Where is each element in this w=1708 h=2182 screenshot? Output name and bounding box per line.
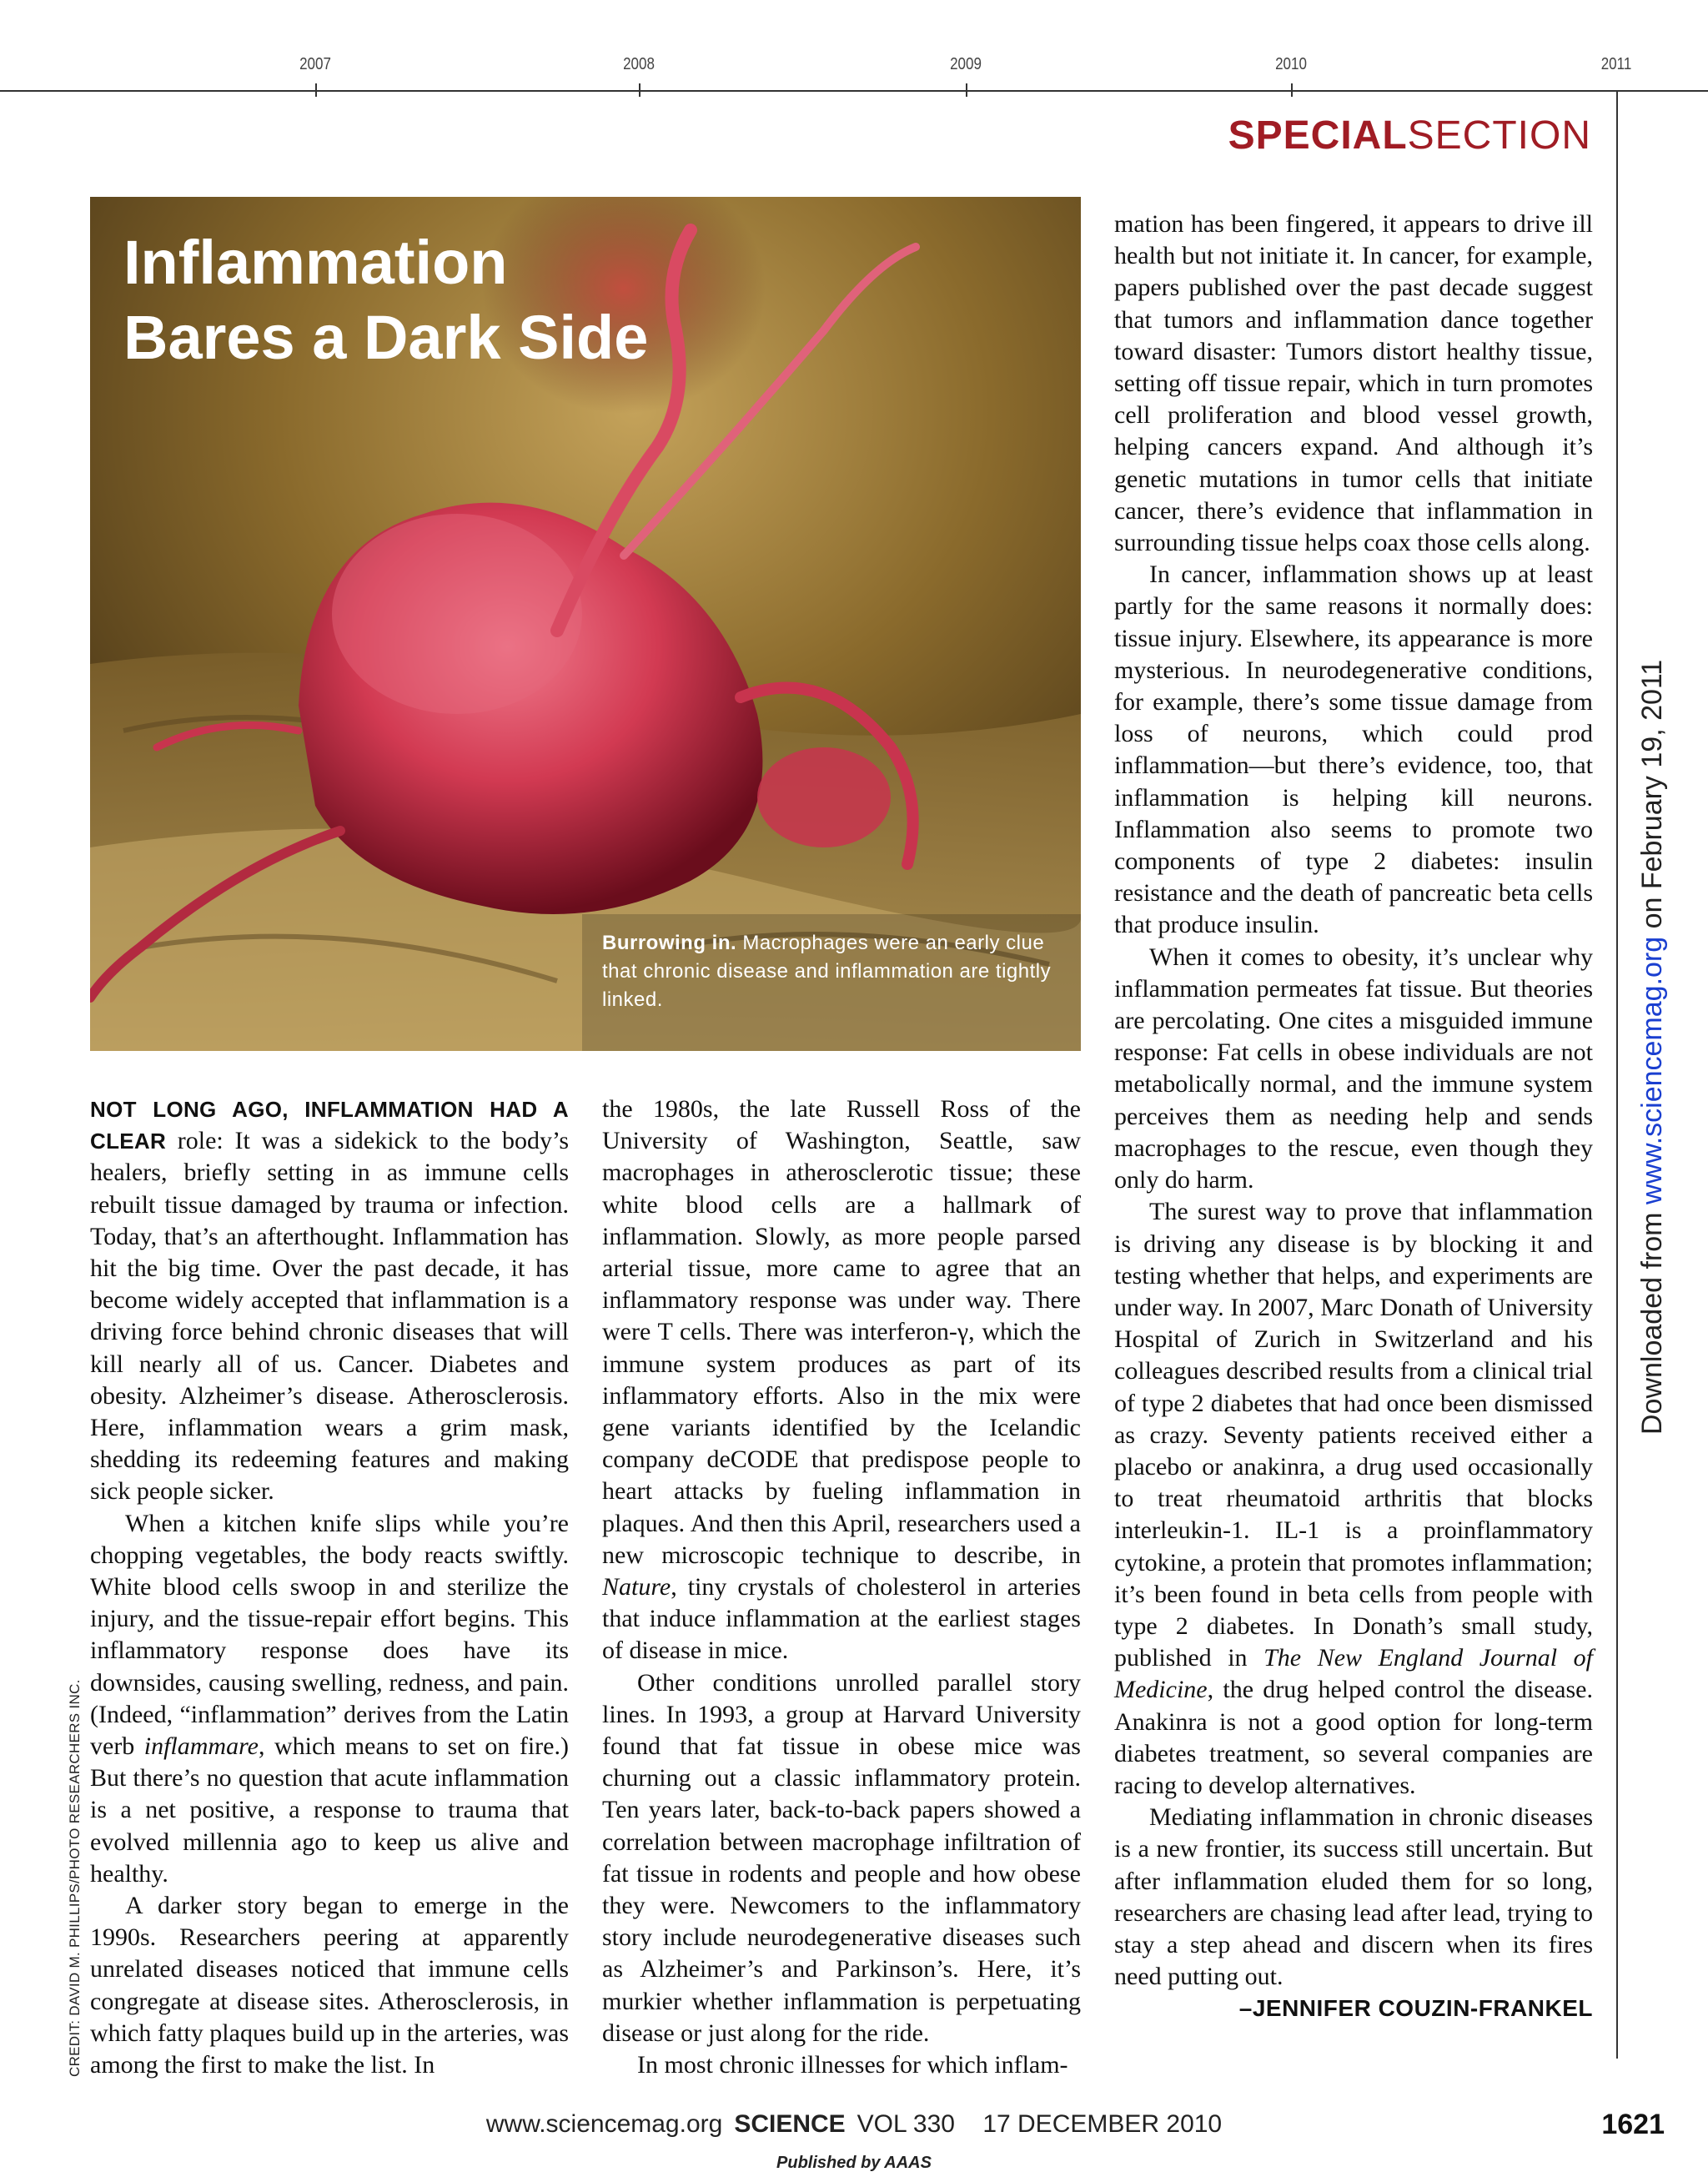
footer-issue: VOL 330 17 DECEMBER 2010 (857, 2110, 1223, 2138)
footer-site[interactable]: www.sciencemag.org (485, 2110, 723, 2138)
paragraph: mation has been fingered, it appears to drive ill health but not initiate it. In cancer, for example, papers published over the past decade suggest that tumors and inflammation dance together toward disaster: Tumors distort healthy tissue, setting off tissue repair, which in turn promotes cell proliferation and blood vessel growth, helping cancers expand. And although it’s genetic mutations in tumor cells that initiate cancer, there’s evidence that inflammation in surrounding tissue helps coax those cells along. (1114, 210, 1593, 557)
timeline-tick (315, 83, 317, 97)
paragraph: Mediating inflammation in chronic diseases is a new frontier, its success still uncertain. But after inflammation eluded them for so long, researchers are chasing lead after lead, trying to stay a step ahead and discern when its fires need putting out. (1114, 1803, 1593, 1991)
timeline-year: 2011 (1600, 55, 1632, 73)
paragraph: A darker story began to emerge in the 1990s. Researchers peering at apparently unrelated diseases noticed that immune cells congregate at disease sites. Atherosclerosis, in which fatty plaques build up in the arteries, was among the first to make the list. In (90, 1892, 570, 2079)
caption-lead: Burrowing in. (602, 932, 737, 954)
page-number: 1621 (1601, 2109, 1665, 2140)
paragraph: When a kitchen knife slips while you’re chopping vegetables, the body reacts swiftly. White blood cells swoop in and sterilize the injury, and the tissue-repair effort begins. This inflammatory response does have its downsides, causing swelling, redness, and pain. (Indeed, “inflammation” derives from the Latin verb inflammare, which means to set on fire.) But there’s no question that acute inflammation is a net positive, a response to trauma that evolved millennia ago to keep us alive and healthy. (90, 1509, 569, 1888)
article-column-1 (90, 1094, 569, 2081)
timeline-year: 2009 (950, 55, 982, 73)
paragraph: In most chronic illnesses for which inflam- (637, 2051, 1068, 2079)
paragraph: NOT LONG AGO, INFLAMMATION HAD A CLEAR role: It was a sidekick to the body’s healers, briefly setting in as immune cells rebuilt tissue damaged by trauma or infection. Today, that’s an afterthought. Inflammation has hit the big time. Over the past decade, it has become widely accepted that inflammation is a driving force behind chronic diseases that will kill nearly all of us. Cancer. Diabetes and obesity. Alzheimer’s disease. Atherosclerosis. Here, inflammation wears a grim mask, shedding its redeeming features and making sick people sicker. (90, 1097, 569, 1506)
page-footer (0, 2110, 1708, 2139)
timeline-tick (639, 83, 640, 97)
paragraph: When it comes to obesity, it’s unclear why inflammation permeates fat tissue. But theories are percolating. One cites a misguided immune response: Fat cells in obese individuals are not metabolically normal, and the immune system perceives them as needing help and sends macrophages to the rescue, even though they only do harm. (1114, 943, 1593, 1194)
footer-journal: SCIENCE (734, 2110, 846, 2138)
lead-in: NOT LONG AGO, INFLAMMATION HAD A CLEAR (90, 1097, 569, 1154)
paragraph: Other conditions unrolled parallel story lines. In 1993, a group at Harvard University found that fat tissue in obese mice was churning out a classic inflammatory protein. Ten years later, back-to-back papers showed a correlation between macrophage infiltration of fat tissue in rodents and people and how obese they were. Newcomers to the inflammatory story include neurodegenerative diseases such as Alzheimer’s and Parkinson’s. Here, it’s murkier whether inflammation is perpetuating disease or just along for the ride. (602, 1668, 1081, 2047)
author-byline: –JENNIFER COUZIN-FRANKEL (1238, 1995, 1593, 2022)
article-column-3 (1114, 209, 1593, 2025)
timeline-axis (0, 90, 1708, 92)
paragraph: The surest way to prove that inflammation is driving any disease is by blocking it and testing whether that helps, and experiments are under way. In 2007, Marc Donath of University Hospital of Zurich in Switzerland and his colleagues described results from a clinical trial of type 2 diabetes that had once been dismissed as crazy. Seventy patients received either a placebo or anakinra, a drug used occasionally to treat rheumatoid arthritis that blocks interleukin-1. IL-1 is a proinflammatory cytokine, a protein that promotes inflammation; it’s been found in beta cells from people with type 2 diabetes. In Donath’s small study, published in The New England Journal of Medicine, the drug helped control the disease. Anakinra is not a good option for long-term diabetes treatment, so several companies are racing to develop alternatives. (1114, 1198, 1594, 1799)
section-label: SPECIALSECTION (1228, 113, 1591, 158)
timeline-year: 2008 (623, 55, 655, 73)
paragraph: In cancer, inflammation shows up at least partly for the same reasons it normally does: tissue injury. Elsewhere, its appearance is more mysterious. In neurodegenerative conditions, for example, there’s some tissue damage from loss of neurons, which could prod inflammation—but there’s evidence, too, that inflammation is helping kill neurons. Inflammation also seems to promote two components of type 2 diabetes: insulin resistance and the death of pancreatic beta cells that produce insulin. (1114, 561, 1593, 939)
timeline-year: 2007 (299, 55, 331, 73)
photo-caption (602, 929, 1052, 1014)
download-notice: Downloaded from www.sciencemag.org on February 19, 2011 (1636, 659, 1668, 1435)
caption-text: Macrophages were an early clue that chronic disease and inflammation are tightly linked. (602, 932, 1052, 1011)
article-headline (123, 225, 648, 375)
publisher-line: Published by AAAS (776, 2154, 932, 2172)
headline-line-2: Bares a Dark Side (123, 303, 649, 372)
paragraph: the 1980s, the late Russell Ross of the University of Washington, Seattle, saw macrophages in atherosclerotic tissue; these white blood cells are a hallmark of inflammation. Slowly, as more people parsed arterial tissue, more came to agree that an inflammatory response was under way. There were T cells. There was interferon-γ, which the immune system produces as part of its inflammatory efforts. Also in the mix were gene variants identified by the Icelandic company deCODE that predispose people to heart attacks by fueling inflammation in plaques. And then this April, researchers used a new microscopic technique to describe, in Nature, tiny crystals of cholesterol in arteries that induce inflammation at the earliest stages of disease in mice. (602, 1095, 1081, 1665)
headline-line-1: Inflammation (123, 228, 508, 297)
page-margin-rule (1616, 90, 1618, 2059)
timeline-year: 2010 (1275, 55, 1307, 73)
photo-credit: CREDIT: DAVID M. PHILLIPS/PHOTO RESEARCHERS INC. (67, 1679, 83, 2077)
timeline-tick (966, 83, 967, 97)
timeline-tick (1291, 83, 1293, 97)
download-link[interactable]: www.sciencemag.org (1636, 936, 1668, 1205)
article-column-2 (602, 1094, 1081, 2081)
